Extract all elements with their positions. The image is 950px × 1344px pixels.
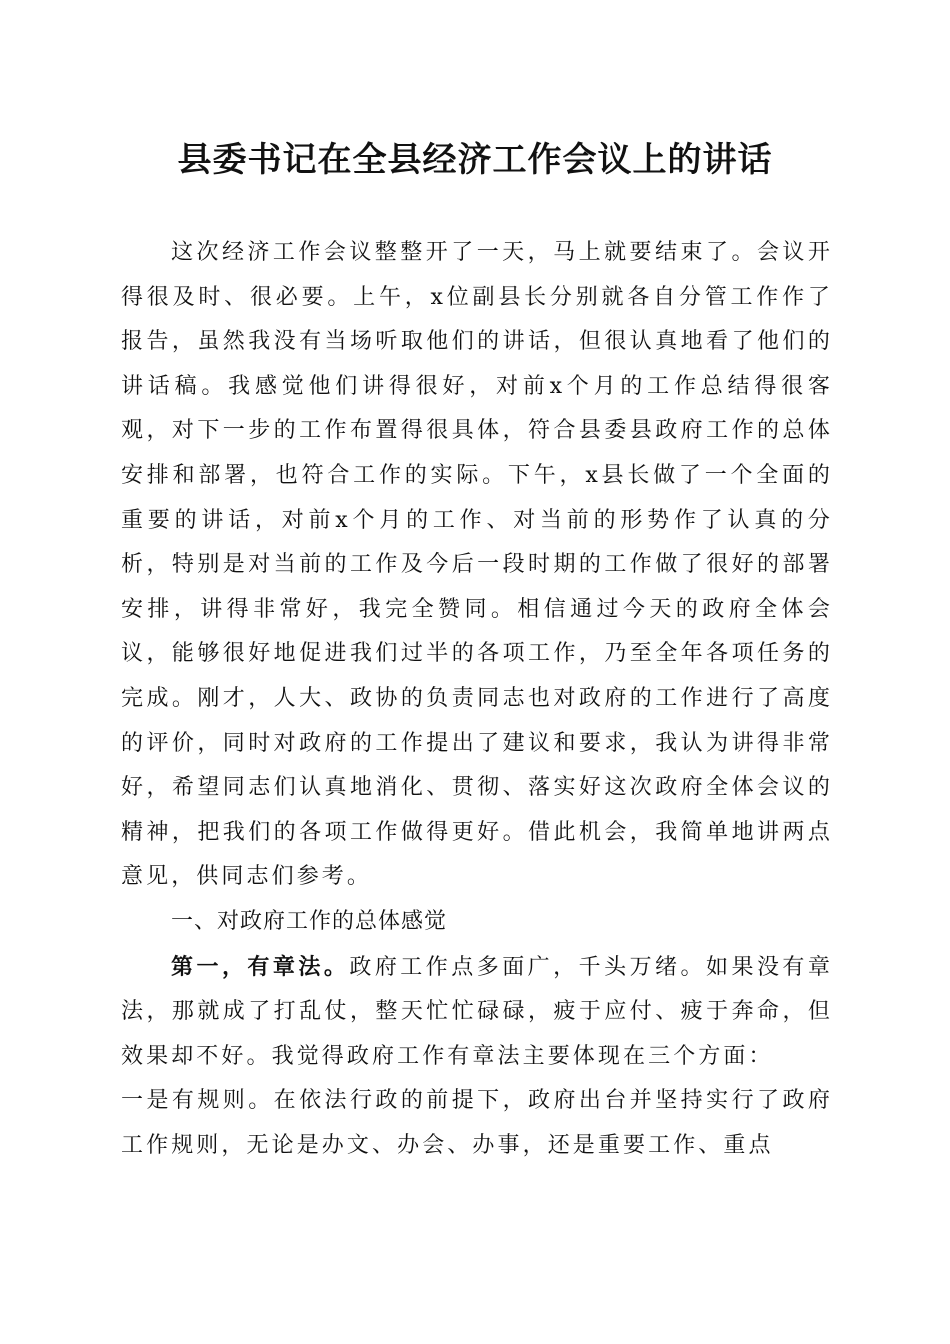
section-heading-1: 一、对政府工作的总体感觉 <box>171 908 448 934</box>
document-title: 县委书记在全县经济工作会议上的讲话 <box>177 140 773 180</box>
document-body <box>121 231 833 1168</box>
point-1-text: 政府工作点多面广，千头万绪。如果没有章法，那就成了打乱仗，整天忙忙碌碌，疲于应付、疲于奔命，但效果却不好。我觉得政府工作有章法主要体现在三个方面： <box>121 954 834 1069</box>
point-1-lead: 第一，有章法。 <box>171 953 350 980</box>
rule-1-paragraph: 一是有规则。在依法行政的前提下，政府出台并坚持实行了政府工作规则，无论是办文、办会、办事，还是重要工作、重点 <box>121 1088 833 1158</box>
intro-paragraph: 这次经济工作会议整整开了一天，马上就要结束了。会议开得很及时、很必要。上午，x位副县长分别就各自分管工作作了报告，虽然我没有当场听取他们的讲话，但很认真地看了他们的讲话稿。我感觉他们讲得很好，对前x个月的工作总结得很客观，对下一步的工作布置得很具体，符合县委县政府工作的总体安排和部署，也符合工作的实际。下午，x县长做了一个全面的重要的讲话，对前x个月的工作、对当前的形势作了认真的分析，特别是对当前的工作及今后一段时期的工作做了很好的部署安排，讲得非常好，我完全赞同。相信通过今天的政府全体会议，能够很好地促进我们过半的各项工作，乃至全年各项任务的完成。刚才，人大、政协的负责同志也对政府的工作进行了高度的评价，同时对政府的工作提出了建议和要求，我认为讲得非常好，希望同志们认真地消化、贯彻、落实好这次政府全体会议的精神，把我们的各项工作做得更好。借此机会，我简单地讲两点意见，供同志们参考。 <box>121 240 833 890</box>
point-1-paragraph <box>121 945 833 1080</box>
